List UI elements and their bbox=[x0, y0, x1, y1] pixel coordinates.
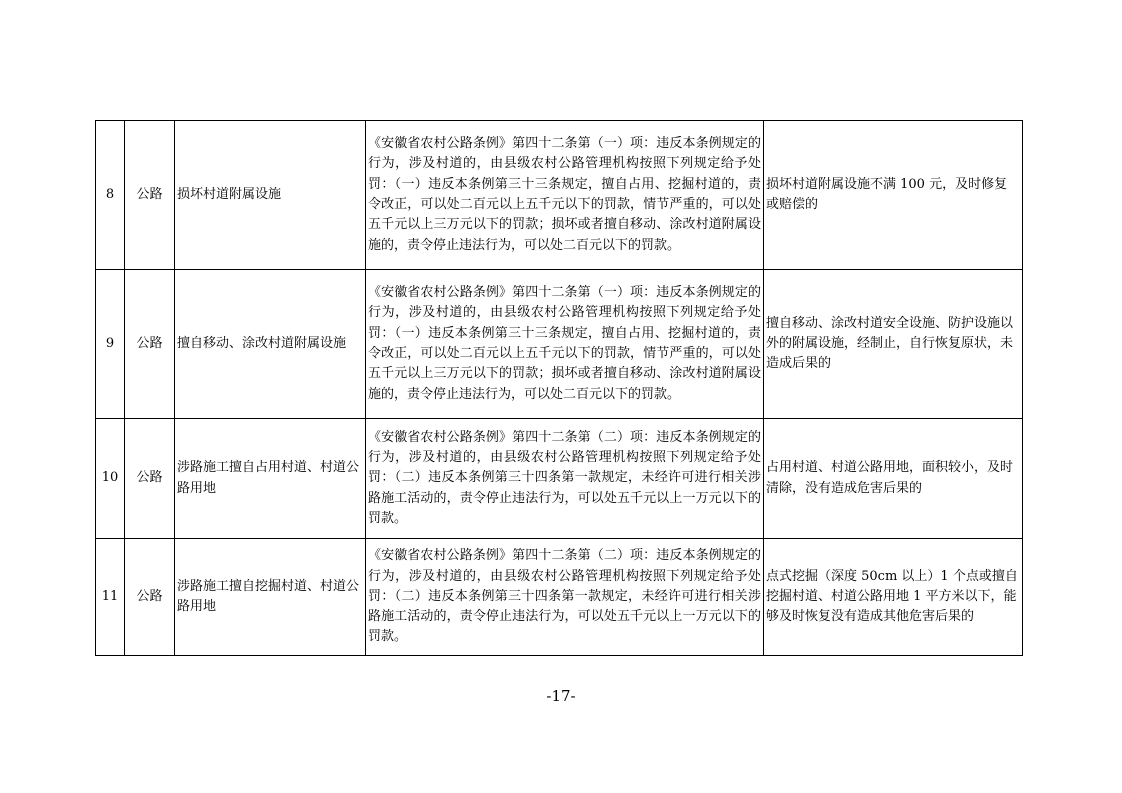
category-cell: 公路 bbox=[125, 270, 175, 419]
table-row bbox=[96, 270, 1023, 419]
row-number-cell: 11 bbox=[96, 539, 125, 656]
violation-act-cell: 损坏村道附属设施 bbox=[175, 121, 366, 270]
violation-act-cell: 涉路施工擅自占用村道、村道公路用地 bbox=[175, 419, 366, 539]
row-number-cell: 9 bbox=[96, 270, 125, 419]
violation-act-cell: 涉路施工擅自挖掘村道、村道公路用地 bbox=[175, 539, 366, 656]
row-number-cell: 10 bbox=[96, 419, 125, 539]
legal-basis-cell: 《安徽省农村公路条例》第四十二条第（一）项：违反本条例规定的行为，涉及村道的，由县级农村公路管理机构按照下列规定给予处罚：（一）违反本条例第三十三条规定，擅自占用、挖掘村道的，责令改正，可以处二百元以上五千元以下的罚款，情节严重的，可以处五千元以上三万元以下的罚款；损坏或者擅自移动、涂改村道附属设施的，责令停止违法行为，可以处二百元以下的罚款。 bbox=[366, 121, 764, 270]
category-cell: 公路 bbox=[125, 539, 175, 656]
table-row bbox=[96, 419, 1023, 539]
exemption-condition-cell: 点式挖掘（深度 50cm 以上）1 个点或擅自挖掘村道、村道公路用地 1 平方米以下，能够及时恢复没有造成其他危害后果的 bbox=[764, 539, 1023, 656]
penalty-table bbox=[95, 120, 1023, 656]
category-cell: 公路 bbox=[125, 419, 175, 539]
table-row bbox=[96, 121, 1023, 270]
violation-act-cell: 擅自移动、涂改村道附属设施 bbox=[175, 270, 366, 419]
exemption-condition-cell: 损坏村道附属设施不满 100 元，及时修复或赔偿的 bbox=[764, 121, 1023, 270]
table-row bbox=[96, 539, 1023, 656]
row-number-cell: 8 bbox=[96, 121, 125, 270]
legal-basis-cell: 《安徽省农村公路条例》第四十二条第（二）项：违反本条例规定的行为，涉及村道的，由县级农村公路管理机构按照下列规定给予处罚：（二）违反本条例第三十四条第一款规定，未经许可进行相关涉路施工活动的，责令停止违法行为，可以处五千元以上一万元以下的罚款。 bbox=[366, 419, 764, 539]
category-cell: 公路 bbox=[125, 121, 175, 270]
exemption-condition-cell: 擅自移动、涂改村道安全设施、防护设施以外的附属设施，经制止，自行恢复原状，未造成后果的 bbox=[764, 270, 1023, 419]
page-number: -17- bbox=[546, 687, 576, 705]
legal-basis-cell: 《安徽省农村公路条例》第四十二条第（二）项：违反本条例规定的行为，涉及村道的，由县级农村公路管理机构按照下列规定给予处罚：（二）违反本条例第三十四条第一款规定，未经许可进行相关涉路施工活动的，责令停止违法行为，可以处五千元以上一万元以下的罚款。 bbox=[366, 539, 764, 656]
legal-basis-cell: 《安徽省农村公路条例》第四十二条第（一）项：违反本条例规定的行为，涉及村道的，由县级农村公路管理机构按照下列规定给予处罚：（一）违反本条例第三十三条规定，擅自占用、挖掘村道的，责令改正，可以处二百元以上五千元以下的罚款，情节严重的，可以处五千元以上三万元以下的罚款；损坏或者擅自移动、涂改村道附属设施的，责令停止违法行为，可以处二百元以下的罚款。 bbox=[366, 270, 764, 419]
exemption-condition-cell: 占用村道、村道公路用地，面积较小，及时清除，没有造成危害后果的 bbox=[764, 419, 1023, 539]
